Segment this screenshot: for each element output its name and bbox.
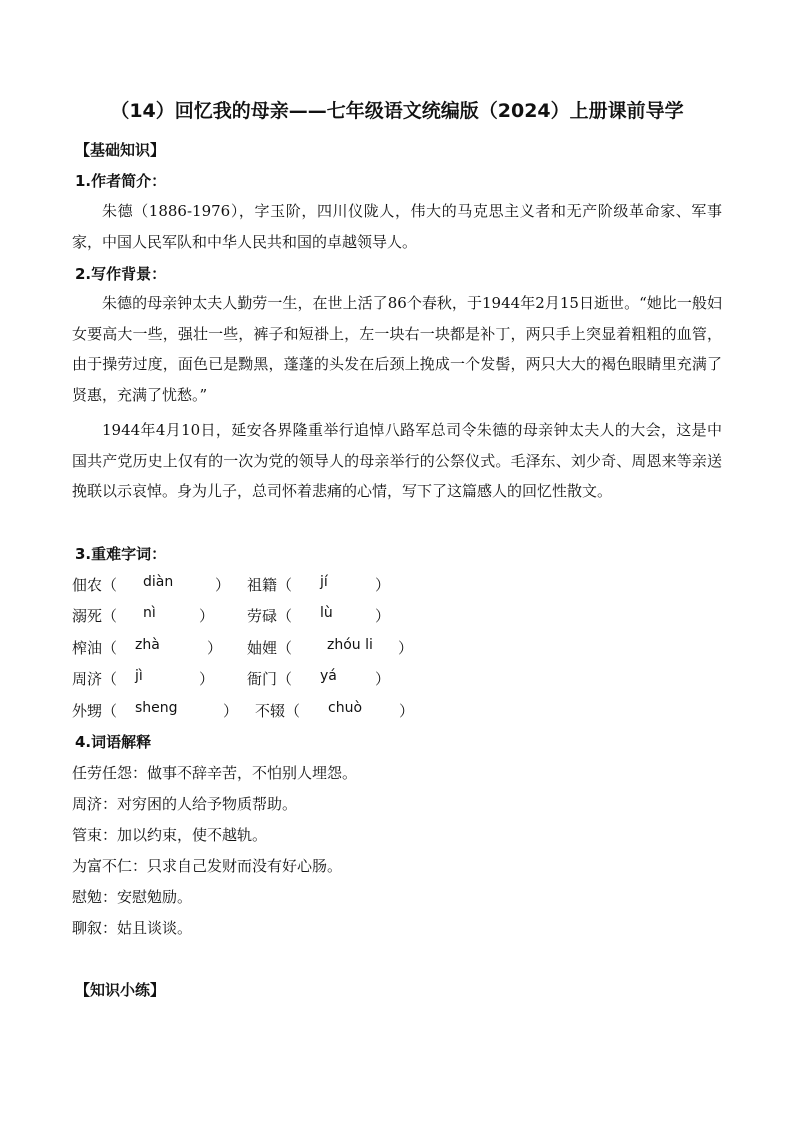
vocab-heading: 3.重难字词： <box>75 545 167 563</box>
vocab-word: 妯娌（ <box>247 639 293 657</box>
vocab-pinyin: nì <box>143 605 156 621</box>
background-heading: 2.写作背景： <box>75 265 167 283</box>
section-practice-heading: 【知识小练】 <box>75 981 166 999</box>
vocab-word: 溺死（ <box>72 607 118 625</box>
vocab-word: 周济（ <box>72 670 118 688</box>
vocab-close: ） <box>215 576 231 594</box>
vocab-word: 外甥（ <box>72 702 118 720</box>
vocab-word: 衙门（ <box>247 670 293 688</box>
vocab-close: ） <box>199 670 215 688</box>
author-heading: 1.作者简介： <box>75 172 167 190</box>
vocab-close: ） <box>375 607 391 625</box>
term-item: 周济：对穷困的人给予物质帮助。 <box>72 795 298 813</box>
vocab-pinyin: yá <box>320 668 337 684</box>
vocab-word: 祖籍（ <box>247 576 293 594</box>
vocab-close: ） <box>199 607 215 625</box>
vocab-pinyin: jì <box>135 668 143 684</box>
vocab-close: ） <box>207 639 223 657</box>
vocab-pinyin: lù <box>320 605 333 621</box>
vocab-word: 佃农（ <box>72 576 118 594</box>
term-item: 慰勉：安慰勉励。 <box>72 888 193 906</box>
term-item: 管束：加以约束，使不越轨。 <box>72 826 268 844</box>
vocab-pinyin: sheng <box>135 700 178 716</box>
vocab-close: ） <box>223 702 239 720</box>
vocab-close: ） <box>375 576 391 594</box>
vocab-word: 不辍（ <box>255 702 301 720</box>
section-basic-heading: 【基础知识】 <box>75 141 166 159</box>
page-title: （14）回忆我的母亲——七年级语文统编版（2024）上册课前导学 <box>110 100 684 122</box>
background-para-1: 朱德的母亲钟太夫人勤劳一生，在世上活了86个春秋，于1944年2月15日逝世。“她比一般妇女要高大一些，强壮一些，裤子和短褂上，左一块右一块都是补丁，两只手上突显着粗粗的血管，由于操劳过度，面色已是黝黑，蓬蓬的头发在后颈上挽成一个发髻，两只大大的褐色眼睛里充满了贤惠，充满了忧愁。” <box>72 294 722 404</box>
vocab-close: ） <box>398 639 414 657</box>
background-para-2: 1944年4月10日，延安各界隆重举行追悼八路军总司令朱德的母亲钟太夫人的大会，这是中国共产党历史上仅有的一次为党的领导人的母亲举行的公祭仪式。毛泽东、刘少奇、周恩来等亲送挽联以示哀悼。身为儿子，总司怀着悲痛的心情，写下了这篇感人的回忆性散文。 <box>72 421 722 500</box>
author-text: 朱德（1886-1976），字玉阶，四川仪陇人，伟大的马克思主义者和无产阶级革命家、军事家，中国人民军队和中华人民共和国的卓越领导人。 <box>72 202 722 251</box>
vocab-close: ） <box>399 702 415 720</box>
vocab-pinyin: diàn <box>143 574 174 590</box>
vocab-pinyin: jí <box>320 574 328 590</box>
term-item: 为富不仁：只求自己发财而没有好心肠。 <box>72 857 343 875</box>
vocab-pinyin: zhóu li <box>327 637 373 653</box>
terms-heading: 4.词语解释 <box>75 733 152 751</box>
vocab-word: 榨油（ <box>72 639 118 657</box>
term-item: 任劳任怨：做事不辞辛苦，不怕别人埋怨。 <box>72 764 358 782</box>
term-item: 聊叙：姑且谈谈。 <box>72 919 193 937</box>
vocab-pinyin: chuò <box>328 700 363 716</box>
vocab-close: ） <box>375 670 391 688</box>
vocab-pinyin: zhà <box>135 637 160 653</box>
vocab-word: 劳碌（ <box>247 607 293 625</box>
